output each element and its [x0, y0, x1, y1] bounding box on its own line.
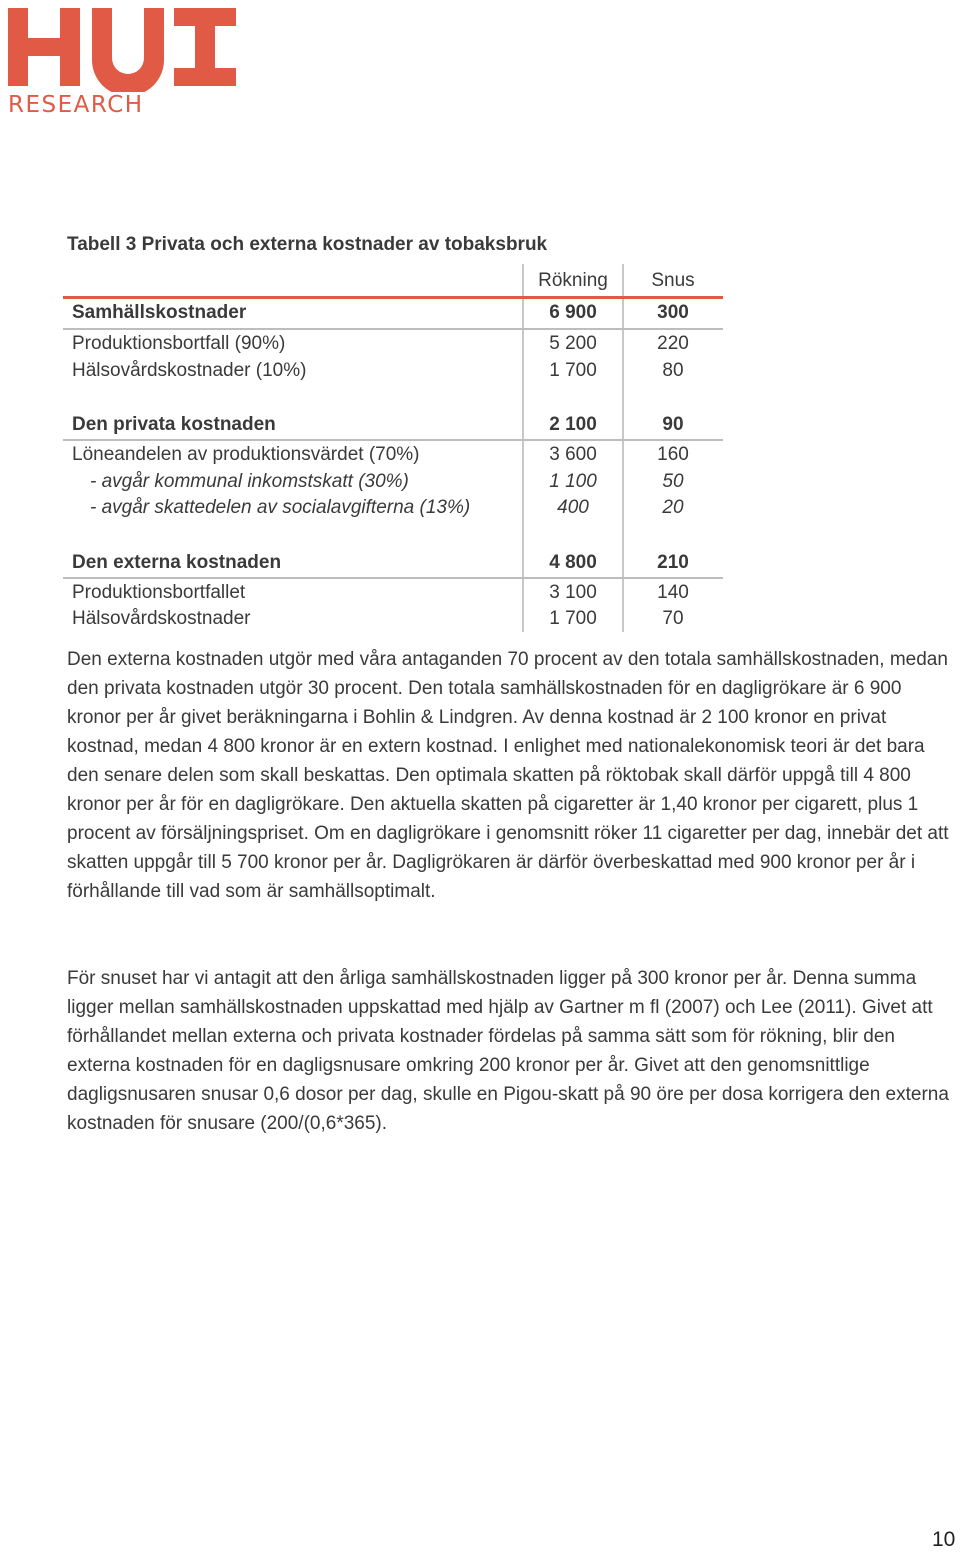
- header-rule: [63, 296, 723, 299]
- row-value-snus: 50: [662, 471, 684, 492]
- row-value-rokning: 3 600: [549, 444, 597, 465]
- table-title: Tabell 3 Privata och externa kostnader av tobaksbruk: [67, 234, 548, 255]
- row-value-rokning: 5 200: [549, 333, 597, 354]
- header-snus: Snus: [651, 270, 695, 291]
- row-value-rokning: 6 900: [549, 302, 597, 323]
- row-value-snus: 210: [657, 552, 689, 573]
- row-label: Samhällskostnader: [72, 302, 247, 323]
- row-value-snus: 220: [657, 333, 689, 354]
- row-label: - avgår kommunal inkomstskatt (30%): [90, 471, 409, 492]
- row-label: Produktionsbortfall (90%): [72, 333, 286, 354]
- row-label: Hälsovårdskostnader (10%): [72, 360, 307, 381]
- row-label: Produktionsbortfallet: [72, 582, 246, 603]
- row-value-rokning: 1 100: [549, 471, 597, 492]
- cost-table: [0, 0, 960, 660]
- row-value-snus: 140: [657, 582, 689, 603]
- row-value-rokning: 1 700: [549, 360, 597, 381]
- row-value-snus: 70: [662, 608, 684, 629]
- row-value-snus: 80: [662, 360, 684, 381]
- row-label: Hälsovårdskostnader: [72, 608, 251, 629]
- row-rule: [63, 328, 723, 330]
- row-value-snus: 160: [657, 444, 689, 465]
- logo-subtitle: RESEARCH: [8, 92, 144, 118]
- header-rokning: Rökning: [538, 270, 608, 291]
- row-value-rokning: 400: [557, 497, 589, 518]
- paragraph: Den externa kostnaden utgör med våra antaganden 70 procent av den totala samhällskostnaden, medan den privata kostnaden utgör 30 procent. Den totala samhällskostnaden för en dagligrökare är 6 900 kronor per år givet beräkningarna i Bohlin & Lindgren. Av denna kostnad är 2 100 kronor en privat kostnad, medan 4 800 kronor är en extern kostnad. I enlighet med nationalekonomisk teori är det bara den senare delen som skall beskattas. Den optimala skatten på röktobak skall därför uppgå till 4 800 kronor per år för en dagligrökare. Den aktuella skatten på cigaretter är 1,40 kronor per cigarett, plus 1 procent av försäljningspriset. Om en dagligrökare i genomsnitt röker 11 cigaretter per dag, innebär det att skatten uppgår till 5 700 kronor per år. Dagligrökaren är därför överbeskattad med 900 kronor per år i förhållande till vad som är samhällsoptimalt.: [67, 649, 949, 902]
- row-value-snus: 90: [662, 414, 684, 435]
- page-number: 10: [932, 1528, 956, 1551]
- row-value-rokning: 2 100: [549, 414, 597, 435]
- row-label: - avgår skattedelen av socialavgifterna (13%): [90, 497, 471, 518]
- row-value-snus: 300: [657, 302, 689, 323]
- row-value-rokning: 4 800: [549, 552, 597, 573]
- paragraph: För snuset har vi antagit att den årliga samhällskostnaden ligger på 300 kronor per år. Denna summa ligger mellan samhällskostnaden uppskattad med hjälp av Gartner m fl (2007) och Lee (2011). Givet att förhållandet mellan externa och privata kostnader fördelas på samma sätt som för rökning, blir den externa kostnaden för en dagligsnusare omkring 200 kronor per år. Givet att den genomsnittlige dagligsnusaren snusar 0,6 dosor per dag, skulle en Pigou-skatt på 90 öre per dosa korrigera den externa kostnaden för snusare (200/(0,6*365).: [67, 968, 949, 1134]
- row-label: Den privata kostnaden: [72, 414, 276, 435]
- row-label: Löneandelen av produktionsvärdet (70%): [72, 444, 420, 465]
- row-value-rokning: 1 700: [549, 608, 597, 629]
- row-rule: [63, 439, 723, 441]
- row-value-rokning: 3 100: [549, 582, 597, 603]
- row-value-snus: 20: [662, 497, 684, 518]
- row-label: Den externa kostnaden: [72, 552, 282, 573]
- row-rule: [63, 577, 723, 579]
